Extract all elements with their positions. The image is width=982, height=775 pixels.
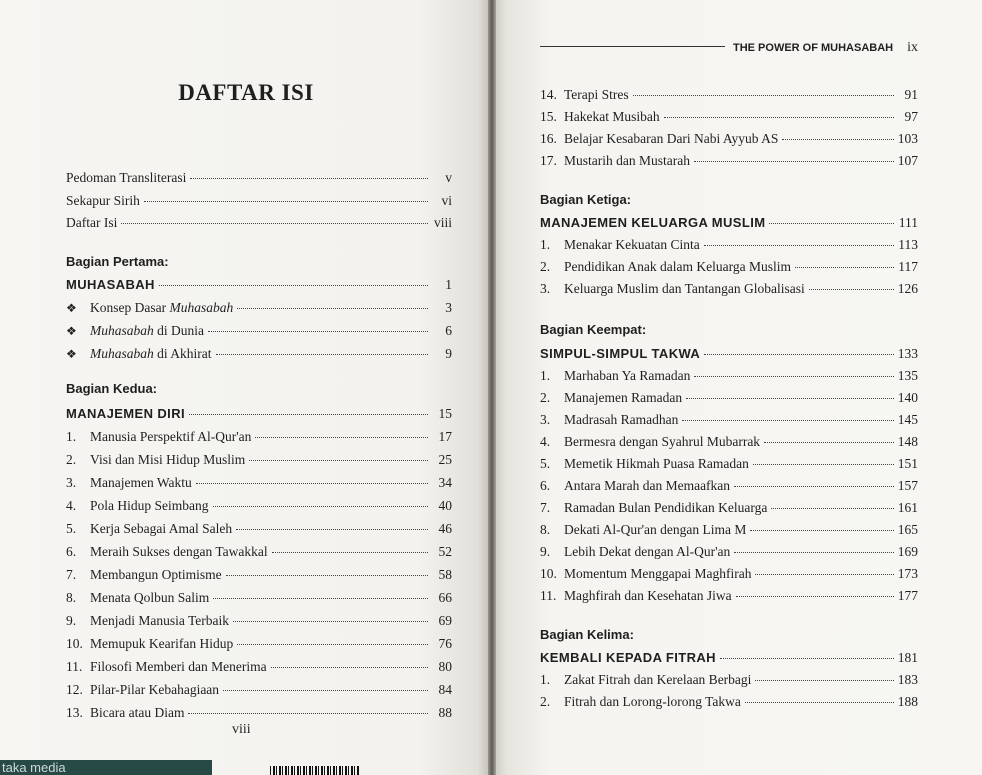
toc-entry[interactable]: Pedoman Transliterasi v <box>66 170 452 185</box>
barcode-strip <box>270 766 360 775</box>
diamond-bullet-icon: ❖ <box>66 347 77 361</box>
part-title-entry[interactable]: SIMPUL-SIMPUL TAKWA 133 <box>540 346 918 361</box>
toc-entry[interactable]: 10. Memupuk Kearifan Hidup 76 <box>66 636 452 651</box>
toc-entry[interactable]: 10. Momentum Menggapai Maghfirah 173 <box>540 566 918 581</box>
toc-entry[interactable]: 13. Bicara atau Diam 88 <box>66 705 452 720</box>
toc-entry[interactable]: 17. Mustarih dan Mustarah 107 <box>540 153 918 168</box>
toc-entry[interactable]: Sekapur Sirih vi <box>66 193 452 208</box>
toc-entry[interactable]: 15. Hakekat Musibah 97 <box>540 109 918 124</box>
toc-entry[interactable]: 1. Manusia Perspektif Al-Qur'an 17 <box>66 429 452 444</box>
toc-entry[interactable]: 6. Meraih Sukses dengan Tawakkal 52 <box>66 544 452 559</box>
running-header <box>540 40 918 56</box>
toc-entry[interactable]: 12. Pilar-Pilar Kebahagiaan 84 <box>66 682 452 697</box>
toc-entry[interactable]: 9. Lebih Dekat dengan Al-Qur'an 169 <box>540 544 918 559</box>
toc-entry[interactable]: 9. Menjadi Manusia Terbaik 69 <box>66 613 452 628</box>
running-head-text: THE POWER OF MUHASABAH <box>733 42 894 54</box>
toc-entry[interactable]: 6. Antara Marah dan Memaafkan 157 <box>540 478 918 493</box>
toc-entry[interactable]: 5. Kerja Sebagai Amal Saleh 46 <box>66 521 452 536</box>
toc-entry[interactable]: 7. Membangun Optimisme 58 <box>66 567 452 582</box>
toc-entry[interactable]: 11. Filosofi Memberi dan Menerima 80 <box>66 659 452 674</box>
toc-entry[interactable]: 5. Memetik Hikmah Puasa Ramadan 151 <box>540 456 918 471</box>
part-label: Bagian Kelima: <box>540 627 634 642</box>
toc-entry[interactable]: 1. Marhaban Ya Ramadan 135 <box>540 368 918 383</box>
part-label: Bagian Pertama: <box>66 254 169 269</box>
page-folio: viii <box>232 722 251 737</box>
toc-entry[interactable]: 11. Maghfirah dan Kesehatan Jiwa 177 <box>540 588 918 603</box>
toc-entry[interactable]: 3. Madrasah Ramadhan 145 <box>540 412 918 427</box>
part-title-entry[interactable]: MANAJEMEN DIRI 15 <box>66 406 452 421</box>
toc-entry[interactable]: 7. Ramadan Bulan Pendidikan Keluarga 161 <box>540 500 918 515</box>
toc-entry[interactable]: 1. Menakar Kekuatan Cinta 113 <box>540 237 918 252</box>
part-label: Bagian Ketiga: <box>540 192 632 207</box>
toc-entry[interactable]: 1. Zakat Fitrah dan Kerelaan Berbagi 183 <box>540 672 918 687</box>
publisher-watermark: taka media <box>0 760 212 775</box>
book-gutter <box>488 0 496 775</box>
toc-entry[interactable]: 2. Manajemen Ramadan 140 <box>540 390 918 405</box>
page-title: DAFTAR ISI <box>178 80 314 105</box>
toc-entry[interactable]: 3. Manajemen Waktu 34 <box>66 475 452 490</box>
toc-entry[interactable]: ❖ Muhasabah di Akhirat 9 <box>66 346 452 361</box>
toc-entry[interactable]: Daftar Isi viii <box>66 215 452 230</box>
header-rule <box>540 46 725 47</box>
toc-entry[interactable]: ❖ Konsep Dasar Muhasabah 3 <box>66 300 452 315</box>
toc-entry[interactable]: 4. Pola Hidup Seimbang 40 <box>66 498 452 513</box>
part-title-entry[interactable]: MANAJEMEN KELUARGA MUSLIM 111 <box>540 215 918 230</box>
part-label: Bagian Kedua: <box>66 381 158 396</box>
diamond-bullet-icon: ❖ <box>66 301 77 315</box>
page-number: ix <box>907 40 918 55</box>
part-title-entry[interactable]: MUHASABAH 1 <box>66 277 452 292</box>
toc-entry[interactable]: ❖ Muhasabah di Dunia 6 <box>66 323 452 338</box>
part-label: Bagian Keempat: <box>540 322 647 337</box>
toc-entry[interactable]: 2. Visi dan Misi Hidup Muslim 25 <box>66 452 452 467</box>
toc-entry[interactable]: 16. Belajar Kesabaran Dari Nabi Ayyub AS 103 <box>540 131 918 146</box>
toc-entry[interactable]: 2. Pendidikan Anak dalam Keluarga Muslim 117 <box>540 259 918 274</box>
toc-entry[interactable]: 4. Bermesra dengan Syahrul Mubarrak 148 <box>540 434 918 449</box>
part-title-entry[interactable]: KEMBALI KEPADA FITRAH 181 <box>540 650 918 665</box>
toc-entry[interactable]: 2. Fitrah dan Lorong-lorong Takwa 188 <box>540 694 918 709</box>
diamond-bullet-icon: ❖ <box>66 324 77 338</box>
toc-entry[interactable]: 8. Dekati Al-Qur'an dengan Lima M 165 <box>540 522 918 537</box>
toc-entry[interactable]: 14. Terapi Stres 91 <box>540 87 918 102</box>
toc-entry[interactable]: 3. Keluarga Muslim dan Tantangan Globalisasi 126 <box>540 281 918 296</box>
toc-entry[interactable]: 8. Menata Qolbun Salim 66 <box>66 590 452 605</box>
